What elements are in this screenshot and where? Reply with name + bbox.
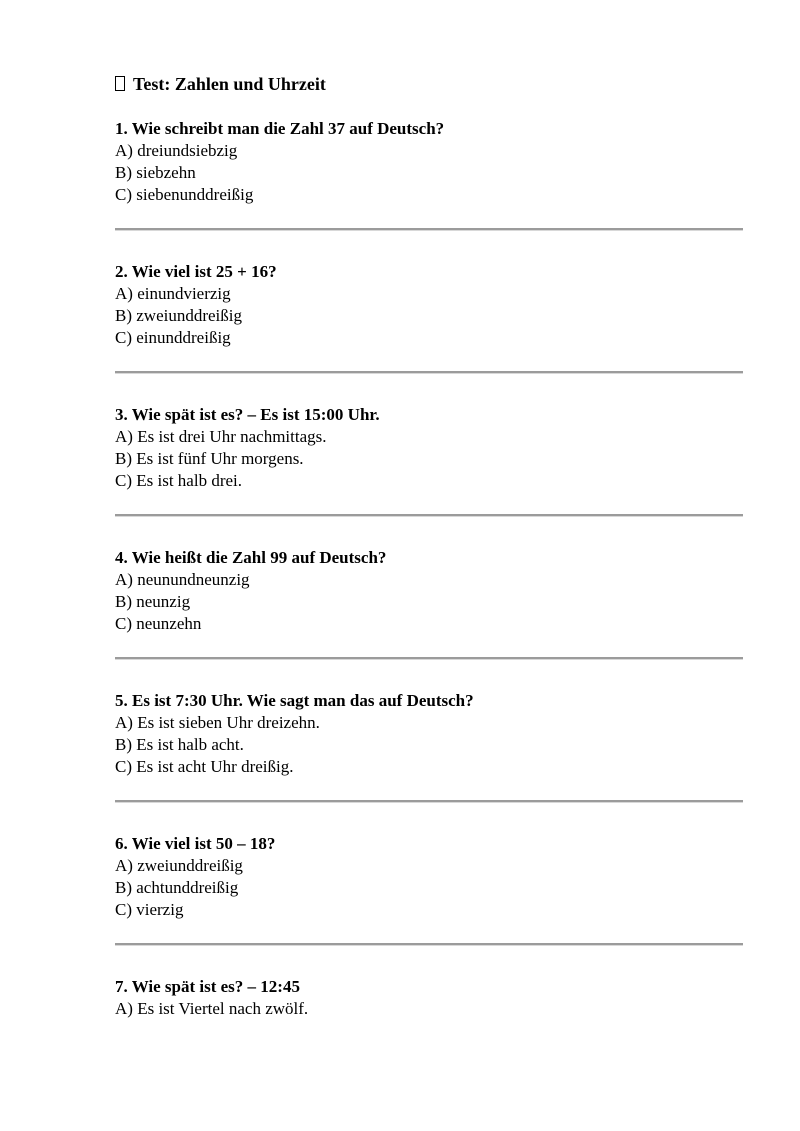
answer-option: C) neunzehn <box>115 614 202 633</box>
answer-option: B) achtunddreißig <box>115 878 239 897</box>
answer-option: B) Es ist halb acht. <box>115 735 244 754</box>
answer-option: A) Es ist Viertel nach zwölf. <box>115 999 309 1018</box>
answer-option: A) dreiundsiebzig <box>115 141 238 160</box>
page-title <box>115 73 743 95</box>
answer-option: B) neunzig <box>115 592 191 611</box>
answer-option: C) einunddreißig <box>115 328 231 347</box>
answer-option: C) Es ist acht Uhr dreißig. <box>115 757 294 776</box>
answer-option: A) zweiunddreißig <box>115 856 243 875</box>
question-divider <box>115 943 743 946</box>
question-block <box>115 261 743 349</box>
answer-option: C) Es ist halb drei. <box>115 471 243 490</box>
question-heading: 3. Wie spät ist es? – Es ist 15:00 Uhr. <box>115 405 380 424</box>
question-divider <box>115 514 743 517</box>
answer-option: C) vierzig <box>115 900 184 919</box>
question-block <box>115 690 743 778</box>
question-heading: 6. Wie viel ist 50 – 18? <box>115 834 276 853</box>
question-divider <box>115 800 743 803</box>
question-divider <box>115 657 743 660</box>
question-heading: 4. Wie heißt die Zahl 99 auf Deutsch? <box>115 548 387 567</box>
answer-option: A) neunundneunzig <box>115 570 250 589</box>
questions-container <box>115 118 743 1020</box>
question-heading: 7. Wie spät ist es? – 12:45 <box>115 977 300 996</box>
question-heading: 1. Wie schreibt man die Zahl 37 auf Deutsch? <box>115 119 445 138</box>
question-block <box>115 833 743 921</box>
answer-option: A) Es ist drei Uhr nachmittags. <box>115 427 327 446</box>
question-block <box>115 118 743 206</box>
question-divider <box>115 228 743 231</box>
question-block <box>115 404 743 492</box>
question-block <box>115 547 743 635</box>
answer-option: B) Es ist fünf Uhr morgens. <box>115 449 304 468</box>
question-divider <box>115 371 743 374</box>
page-title-text: Test: Zahlen und Uhrzeit <box>133 74 326 94</box>
question-heading: 2. Wie viel ist 25 + 16? <box>115 262 277 281</box>
answer-option: B) zweiunddreißig <box>115 306 242 325</box>
missing-glyph-icon <box>115 76 125 91</box>
question-heading: 5. Es ist 7:30 Uhr. Wie sagt man das auf Deutsch? <box>115 691 474 710</box>
answer-option: A) einundvierzig <box>115 284 231 303</box>
answer-option: C) siebenunddreißig <box>115 185 254 204</box>
answer-option: A) Es ist sieben Uhr dreizehn. <box>115 713 320 732</box>
question-block <box>115 976 743 1020</box>
answer-option: B) siebzehn <box>115 163 196 182</box>
